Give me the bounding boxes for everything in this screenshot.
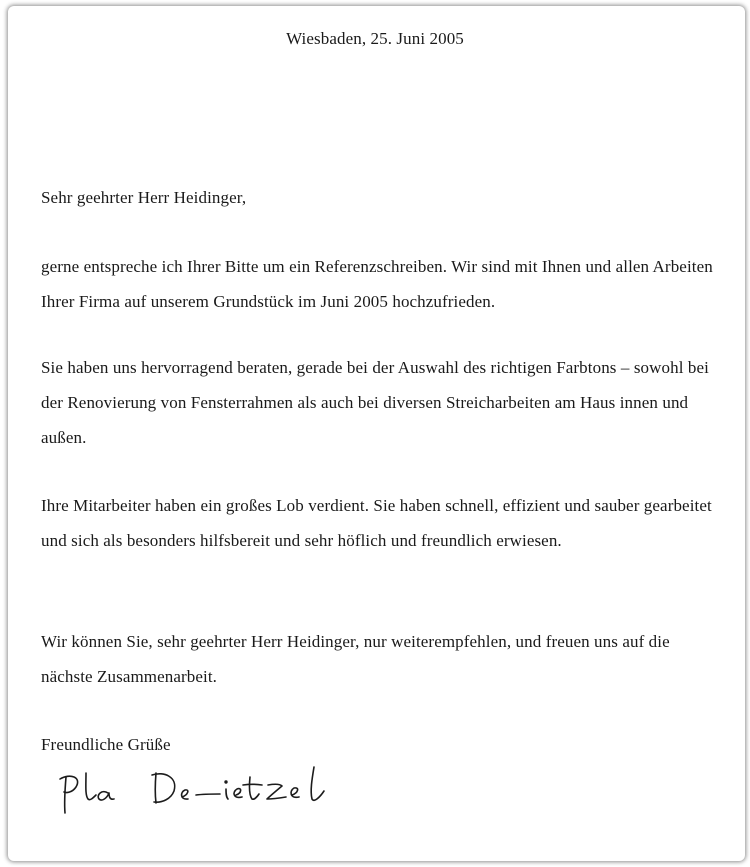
- date-line: Wiesbaden, 25. Juni 2005: [286, 29, 464, 48]
- paragraph-2: Sie haben uns hervorragend beraten, gerade bei der Auswahl des richtigen Farbtons – sowohl bei der Renovierung von Fensterrahmen als auch bei diversen Streicharbeiten am Haus innen und außen.: [41, 358, 709, 447]
- paragraph-4: Wir können Sie, sehr geehrter Herr Heidinger, nur weiterempfehlen, und freuen uns auf die nächste Zusammenarbeit.: [41, 632, 670, 686]
- handwritten-signature-icon: [56, 765, 366, 825]
- paragraph-3: Ihre Mitarbeiter haben ein großes Lob verdient. Sie haben schnell, effizient und sauber gearbeitet und sich als besonders hilfsbereit und sehr höflich und freundlich erwiesen.: [41, 496, 712, 550]
- closing-phrase: Freundliche Grüße: [41, 735, 171, 754]
- paragraph-1: gerne entspreche ich Ihrer Bitte um ein Referenzschreiben. Wir sind mit Ihnen und allen Arbeiten Ihrer Firma auf unserem Grundstück im Juni 2005 hochzufrieden.: [41, 257, 713, 311]
- salutation: Sehr geehrter Herr Heidinger,: [41, 188, 247, 207]
